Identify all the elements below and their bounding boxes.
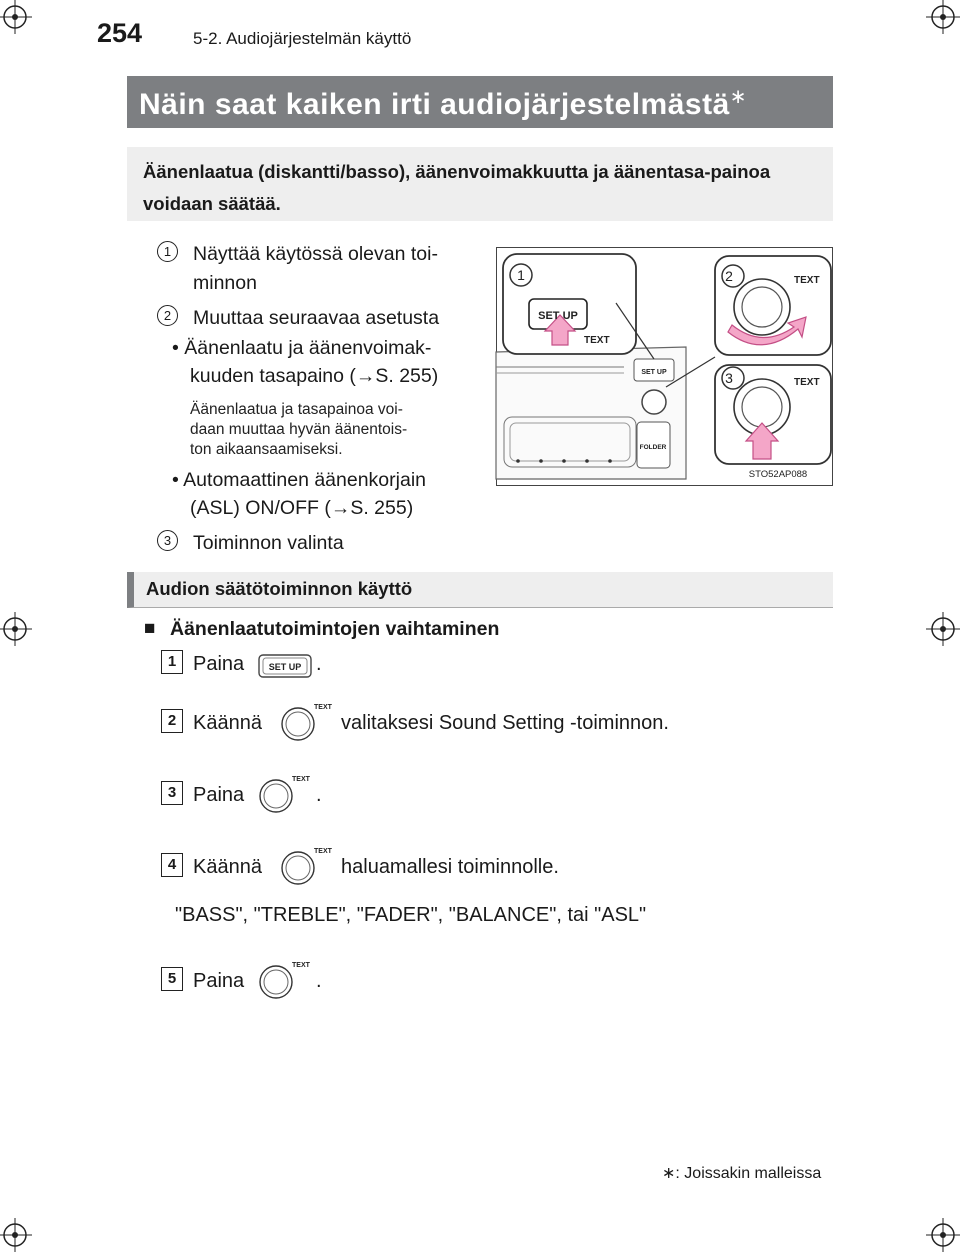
page-title	[139, 84, 747, 122]
registration-mark-icon	[0, 612, 32, 646]
registration-mark-icon	[926, 0, 960, 34]
callout-2-note-line2: daan muuttaa hyvän äänentois-	[190, 421, 408, 438]
step-2-post: valitaksesi Sound Setting -toiminnon.	[341, 712, 669, 734]
figure-setup-label-small: SET UP	[641, 369, 667, 376]
step-1-pre: Paina	[193, 653, 245, 675]
footnote-star: ∗	[662, 1165, 676, 1182]
audio-panel-drawing	[496, 247, 833, 486]
footnote	[662, 1163, 821, 1183]
title-bar	[127, 76, 833, 128]
registration-mark-icon	[0, 0, 32, 34]
step-3-pre: Paina	[193, 784, 245, 806]
knob-text-label: TEXT	[292, 776, 310, 783]
step-5-number: 5	[161, 967, 183, 991]
figure-inset-3-number: 3	[725, 370, 733, 386]
step-2-pre: Käännä	[193, 712, 262, 734]
options-list: "BASS", "TREBLE", "FADER", "BALANCE", tai "ASL"	[175, 904, 647, 926]
figure-text-label-2: TEXT	[794, 275, 820, 286]
step-4-pre: Käännä	[193, 856, 262, 878]
callout-2-bullet1-line2: kuuden tasapaino (→S. 255)	[190, 365, 439, 387]
figure-id: STO52AP088	[748, 469, 808, 480]
callout-2-badge: 2	[157, 305, 178, 326]
knob-text-label: TEXT	[314, 848, 332, 855]
step-1-number: 1	[161, 650, 183, 674]
callout-2-text: Muuttaa seuraavaa asetusta	[193, 307, 440, 329]
callout-2-note-line1: Äänenlaatua ja tasapainoa voi-	[190, 401, 403, 418]
figure-setup-label: SET UP	[538, 310, 578, 322]
audio-panel-illustration	[496, 247, 833, 486]
step-4-number: 4	[161, 853, 183, 877]
procedure-bullet: ■	[144, 618, 156, 639]
step-1-post: .	[316, 653, 322, 675]
registration-mark-icon	[0, 1218, 32, 1252]
text-knob-icon	[278, 844, 332, 886]
page-number: 254	[97, 18, 143, 48]
registration-mark-icon	[926, 612, 960, 646]
step-2-number: 2	[161, 709, 183, 733]
callout-2-bullet1-line1: • Äänenlaatu ja äänenvoimak-	[172, 337, 432, 359]
intro-box	[127, 147, 833, 221]
callout-2-bullet2-line1: • Automaattinen äänenkorjain	[172, 469, 427, 491]
knob-text-label: TEXT	[314, 704, 332, 711]
figure-inset-2-number: 2	[725, 268, 733, 284]
text-knob-icon	[278, 700, 332, 742]
intro-text: Äänenlaatua (diskantti/basso), äänenvoimakkuutta ja äänentasa-painoa voidaan säätää.	[143, 161, 771, 214]
title-star: ∗	[729, 86, 748, 108]
page-title-text: Näin saat kaiken irti audiojärjestelmästä	[139, 88, 730, 121]
callout-2-bullet2-line2: (ASL) ON/OFF (→S. 255)	[190, 497, 414, 519]
knob-text-label: TEXT	[292, 962, 310, 969]
step-3-number: 3	[161, 781, 183, 805]
step-3-post: .	[316, 784, 322, 806]
text-knob-icon	[256, 958, 310, 1000]
callout-2-note-line3: ton aikaansaamiseksi.	[190, 441, 343, 458]
section-label: 5-2. Audiojärjestelmän käyttö	[193, 29, 412, 48]
setup-button-icon	[257, 653, 313, 679]
callout-3-text: Toiminnon valinta	[193, 532, 344, 554]
procedure-heading: Äänenlaatutoimintojen vaihtaminen	[170, 618, 500, 640]
figure-text-label-1: TEXT	[584, 335, 610, 346]
step-5-post: .	[316, 970, 322, 992]
figure-text-label-3: TEXT	[794, 377, 820, 388]
callout-1-line2: minnon	[193, 272, 257, 294]
text-knob-icon	[256, 772, 310, 814]
subsection-title: Audion säätötoiminnon käyttö	[146, 578, 413, 599]
callout-1-badge: 1	[157, 241, 178, 262]
figure-inset-1-number: 1	[517, 267, 525, 283]
figure-folder-label: FOLDER	[639, 444, 667, 451]
setup-button-label: SET UP	[268, 662, 302, 672]
registration-mark-icon	[926, 1218, 960, 1252]
step-4-post: haluamallesi toiminnolle.	[341, 856, 559, 878]
callout-3-badge: 3	[157, 530, 178, 551]
step-5-pre: Paina	[193, 970, 245, 992]
callout-1-line1: Näyttää käytössä olevan toi-	[193, 243, 438, 265]
subsection-header	[127, 572, 833, 608]
footnote-text: : Joissakin malleissa	[675, 1165, 822, 1182]
